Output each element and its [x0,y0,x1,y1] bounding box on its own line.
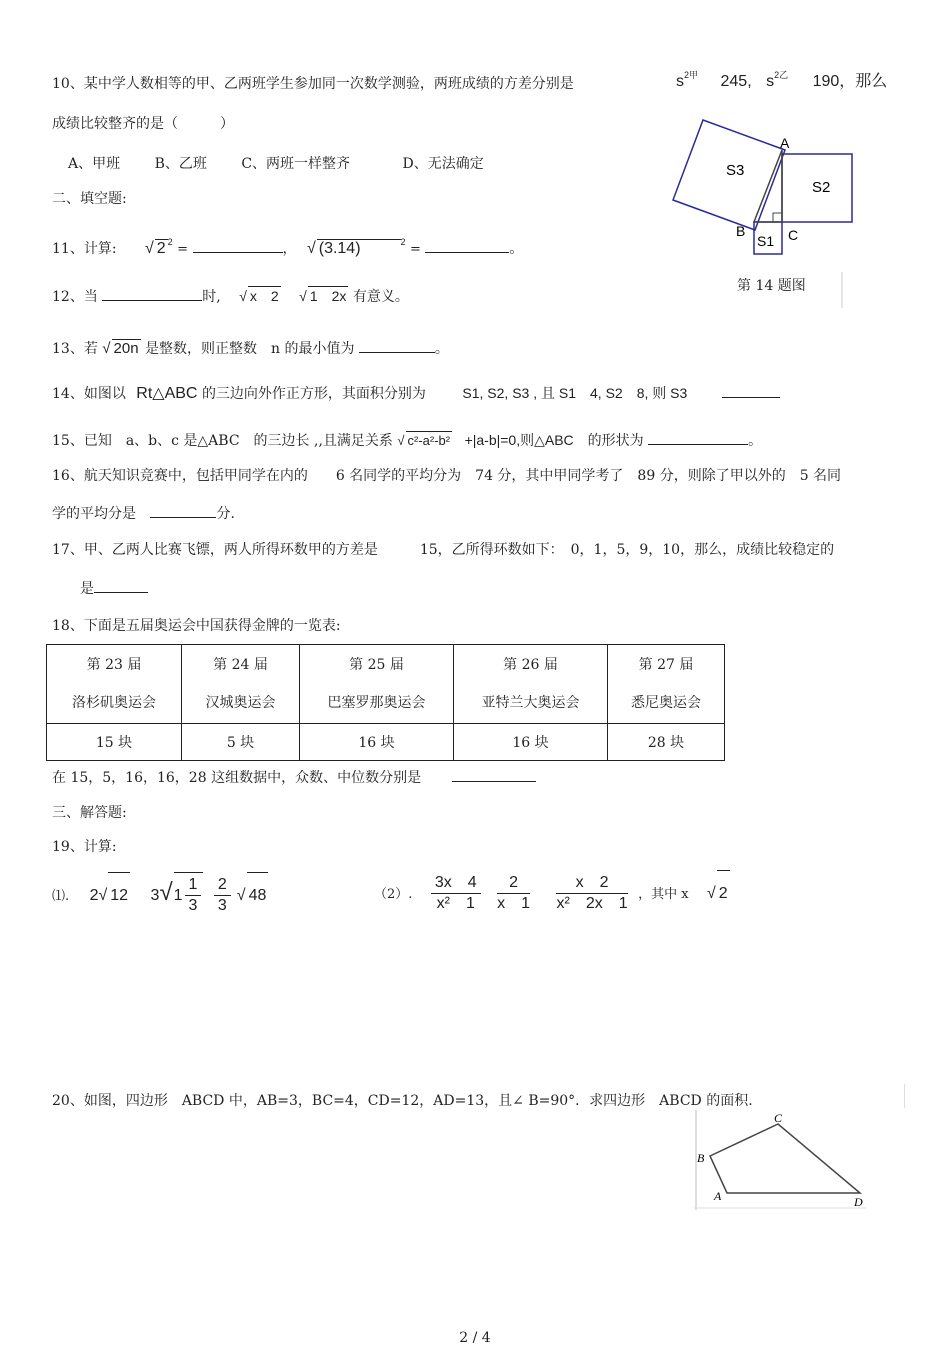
q15: 15、已知 a、b、c 是△ABC 的三边长 ,,且满足关系 √ c²-a²-b² +|a-b|=0,则△ABC 的形状为 。 [52,432,763,449]
label-b: B [697,1151,705,1165]
label-a: A [714,1189,722,1203]
q16-line2: 学的平均分是 分. [52,503,235,523]
table-cell: 5 块 [182,724,300,761]
page-number: 2 / 4 [459,1330,491,1346]
q11: 11、计算: √ 2 $^2$ = ， √ (3.14) $^2$ = 。 [52,237,524,257]
q12: 12、当 时, √ x 2 √ 1 2x 有意义。 [52,288,409,305]
q20-divider [904,1084,905,1108]
table-cell: 28 块 [608,724,725,761]
table-cell: 第 26 届 亚特兰大奥运会 [454,645,608,724]
right-angle-mark [773,213,782,222]
option-d: D、无法确定 [402,156,484,172]
option-b: B、乙班 [154,156,207,172]
section-2-title: 二、填空题: [52,191,127,207]
q19-prefix: 19、计算: [52,839,117,855]
table-cell: 15 块 [47,724,182,761]
quad-abcd [710,1124,860,1193]
label-b: B [736,223,746,239]
q18-question: 在 15，5，16，16，28 这组数据中，众数、中位数分别是 [52,767,536,787]
q14: 14、如图以 Rt△ABC 的三边向外作正方形，其面积分别为 S1, S2, S3 , 且 S1 4, S2 8, 则 S3 [52,383,780,403]
table-cell: 第 25 届 巴塞罗那奥运会 [300,645,454,724]
q10-line2: 成绩比较整齐的是（ ） [52,116,234,132]
q10-options [68,155,484,173]
q10-text: 10、某中学人数相等的甲、乙两班学生参加同一次数学测验，两班成绩的方差分别是 [52,76,574,92]
option-a: A、甲班 [68,156,121,172]
q20-text: 20、如图，四边形 ABCD 中，AB=3，BC=4，CD=12，AD=13，且∠ B=90°．求四边形 ABCD 的面积. [52,1093,753,1109]
q18-intro: 18、下面是五届奥运会中国获得金牌的一览表: [52,618,341,634]
label-a: A [780,135,790,151]
label-c: C [774,1111,783,1125]
label-s1: S1 [757,233,775,249]
q13: 13、若 √ 20n 是整数，则正整数 n 的最小值为 。 [52,340,449,357]
q19-part2: （2）. $\frac{3x 4}{\text{x² 1}}$ $\frac{2}{x 1}$ $\frac{x 2}{\text{x² 2x 1}}$ ，其中 x √ 2 [374,870,730,918]
q10-variances: $s^{2甲}$ 245, $s^{2乙}$ 190，那么 [676,70,888,90]
section-3-title: 三、解答题: [52,805,127,821]
q17-line1: 17、甲、乙两人比赛飞镖，两人所得环数甲的方差是 15，乙所得环数如下： 0，1，5，9，10，那么，成绩比较稳定的 [52,542,835,558]
table-cell: 第 27 届 悉尼奥运会 [608,645,725,724]
label-c: C [788,227,799,243]
q16-line1: 16、航天知识竞赛中，包括甲同学在内的 6 名同学的平均分为 74 分，其中甲同学考了 89 分，则除了甲以外的 5 名同 [52,468,842,484]
label-s3: S3 [726,162,745,179]
label-d: D [854,1195,863,1209]
q19-part1: ⑴. 2√ 12 3√1 $\frac{1}{3}$ $\frac{2}{3}$ √ 48 [52,870,268,920]
triangle-abc [754,150,782,222]
table-cell: 16 块 [454,724,608,761]
figure-20 [694,1110,866,1210]
figure-14-caption: 第 14 题图 [737,278,806,294]
table-cell: 第 24 届 汉城奥运会 [182,645,300,724]
q17-line2: 是 [80,578,148,598]
option-c: C、两班一样整齐 [241,156,351,172]
table-cell: 16 块 [300,724,454,761]
table-cell: 第 23 届 洛杉矶奥运会 [47,645,182,724]
label-s2: S2 [812,179,831,196]
medal-table [46,644,725,761]
